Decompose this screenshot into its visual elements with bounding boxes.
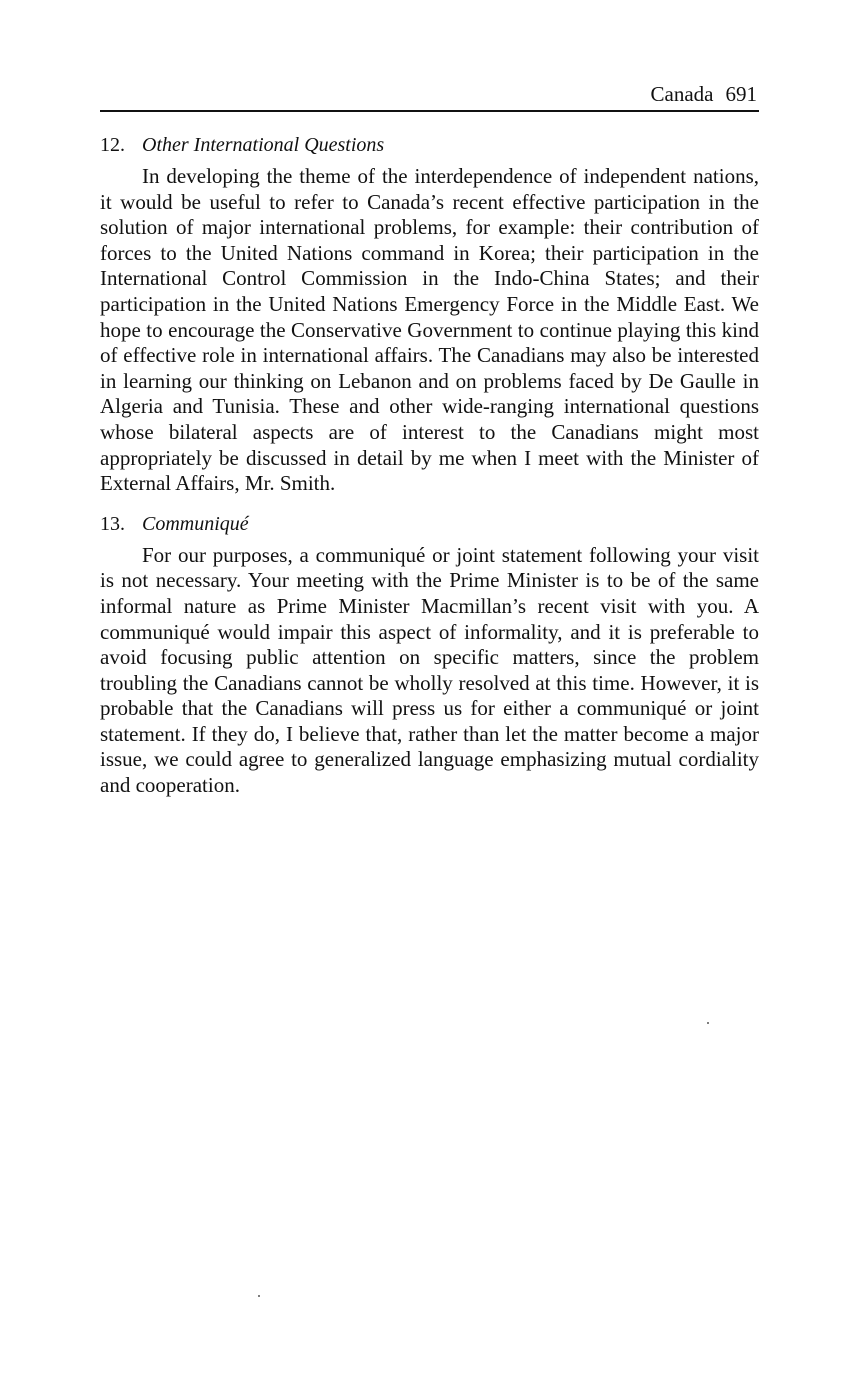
scan-speck [707,1022,709,1024]
section-title: Other International Questions [142,134,385,156]
section-paragraph: For our purposes, a communiqué or joint statement following your visit is not necessary. Your meeting with the Prime Minister is to be of the same informal nature as Prime Minister Macmillan’s recent visit with you. A communiqué would impair this aspect of informality, and it is preferable to avoid focusing public attention on specific matters, since the problem troubling the Canadians cannot be wholly resolved at this time. However, it is probable that the Canadians will press us for either a communiqué or joint statement. If they do, I believe that, rather than let the matter become a major issue, we could agree to generalized language emphasizing mutual cordiality and cooperation. [100,542,759,798]
section-heading [100,511,759,537]
running-head [100,80,759,112]
section-number: 12. [100,134,125,156]
scan-speck [258,1295,260,1297]
section-other-international-questions [100,132,759,497]
section-communique [100,511,759,799]
running-head-title: Canada [650,82,714,106]
page-body [100,132,759,799]
running-head-text [651,82,757,106]
section-number: 13. [100,512,125,535]
section-title: Communiqué [142,512,249,535]
section-heading [100,132,759,158]
section-paragraph: In developing the theme of the interdependence of independent nations, it would be useful to refer to Canada’s recent effective participation in the solution of major international problems, for example: their contribution of forces to the United Nations command in Korea; their participation in the International Control Commission in the Indo-China States; and their participation in the United Nations Emergency Force in the Middle East. We hope to encourage the Conservative Government to continue playing this kind of effective role in international affairs. The Canadians may also be interested in learning our thinking on Lebanon and on problems faced by De Gaulle in Algeria and Tunisia. These and other wide-ranging international questions whose bilateral aspects are of interest to the Canadians might most appropriately be discussed in detail by me when I meet with the Minister of External Affairs, Mr. Smith. [100,164,759,496]
page-number: 691 [725,82,757,106]
